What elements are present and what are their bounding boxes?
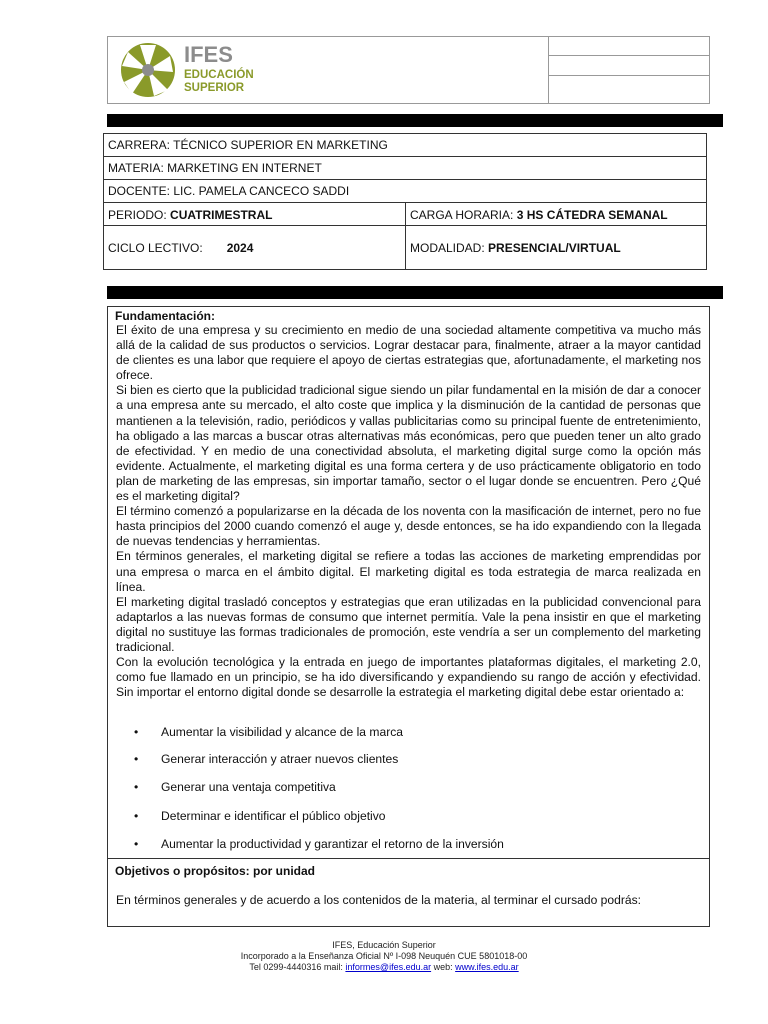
bullet-text: Aumentar la visibilidad y alcance de la marca [161,725,403,739]
carga-value: 3 HS CÁTEDRA SEMANAL [516,207,668,222]
bullet-item [134,752,398,766]
course-info-table [103,133,707,270]
bullet-text: Aumentar la productividad y garantizar el retorno de la inversión [161,837,504,851]
bullet-item [134,809,386,823]
footer-line2: Incorporado a la Enseñanza Oficial Nº I-098 Neuquén CUE 5801018-00 [240,951,528,961]
footer-web-label: web: [433,962,453,972]
carga-label: CARGA HORARIA: [410,207,514,222]
document-header [107,36,710,104]
bullet-icon: • [134,837,139,851]
paragraph: Con la evolución tecnológica y la entrada en juego de importantes plataformas digitales, el marketing 2.0, como fue llamado en un principio, se ha ido diversificando y expandiendo su rango de acción y efectividad. Sin importar el entorno digital donde se desarrolle la estrategia el marketing digital debe estar orientado a: [116,655,701,700]
logo-title: IFES [184,42,233,67]
logo-line1: EDUCACIÓN [184,69,254,81]
bullet-icon: • [134,809,139,823]
ifes-logo [118,40,258,100]
bullet-item [134,837,504,851]
ciclo-label: CICLO LECTIVO: [108,241,203,255]
objetivos-text: En términos generales y de acuerdo a los contenidos de la materia, al terminar el cursado podrás: [116,893,642,907]
modalidad-value: PRESENCIAL/VIRTUAL [488,241,621,255]
modalidad-cell [406,226,621,270]
bullet-text: Generar interacción y atraer nuevos clientes [161,752,399,766]
bullet-icon: • [134,752,139,766]
paragraph: El marketing digital trasladó conceptos y estrategias que eran utilizadas en la publicidad convencional para adaptarlos a las nuevas formas de consumo que internet permitía. Vale la pena insistir en que el marketing digital no sustituye las formas tradicionales de promoción, este vendría a ser un complemento del marketing tradicional. [116,594,701,654]
info-row-materia [104,156,706,179]
footer-tel: Tel 0299-4440316 mail: [249,962,343,972]
periodo-label: PERIODO: [108,207,167,222]
paragraph: En términos generales, el marketing digital se refiere a todas las acciones de marketing emprendidas por una empresa o marca en el ámbito digital. El marketing digital es toda estrategia de marca realizada en línea. [116,549,701,594]
bullet-item [134,780,336,794]
info-column-divider [405,202,406,269]
section-bar [107,114,723,127]
bullet-icon: • [134,780,139,794]
modalidad-label: MODALIDAD: [410,241,485,255]
carga-cell [406,203,668,226]
content-box [107,306,710,927]
objetivos-title: Objetivos o propósitos: por unidad [115,864,315,878]
page-footer [0,940,768,973]
fundamentacion-text [116,323,701,700]
section-bar [107,286,723,299]
carrera-text: CARRERA: TÉCNICO SUPERIOR EN MARKETING [108,138,388,152]
bullet-text: Generar una ventaja competitiva [161,780,336,794]
fundamentacion-title: Fundamentación: [115,309,216,323]
paragraph: Si bien es cierto que la publicidad tradicional sigue siendo un pilar fundamental en la misión de dar a conocer a una empresa ante su mercado, el alto coste que implica y la disminución de la cantidad de personas que mantienen a la televisión, radio, periódicos y vallas publicitarias como su principal fuente de entretenimiento, ha obligado a las marcas a buscar otras alternativas más económicas, pero que pueden tener un alto grado de efectividad. Y en medio de una conectividad absoluta, el marketing digital surge como la opción más evidente. Actualmente, el marketing digital es una forma certera y de uso prácticamente obligatorio en todo plan de marketing de las empresas, sin importar tamaño, sector o el lugar donde se encuentren. Pero ¿Qué es el marketing digital? [116,383,701,504]
paragraph: El éxito de una empresa y su crecimiento en medio de una sociedad altamente competitiva va mucho más allá de la calidad de sus productos o servicios. Lograr destacar para, finalmente, atraer a la mayor cantidad de clientes es una labor que requiere el apoyo de ciertas estrategias que, afortunadamente, el marketing nos ofrece. [116,323,701,383]
ifes-emblem-icon [118,40,258,100]
footer-contact [0,962,768,973]
info-row-docente [104,179,706,202]
ciclo-value: 2024 [226,241,254,255]
materia-text: MATERIA: MARKETING EN INTERNET [108,161,322,175]
bullet-text: Determinar e identificar el público objetivo [161,809,386,823]
periodo-cell [104,203,404,226]
section-divider [108,858,709,859]
header-row-line [548,75,709,76]
header-row-line [548,55,709,56]
ciclo-cell [104,226,404,270]
footer-line1: IFES, Educación Superior [332,940,436,950]
info-row-carrera [104,134,706,156]
periodo-value: CUATRIMESTRAL [170,207,273,222]
header-divider [548,37,549,103]
bullet-icon: • [134,725,139,739]
paragraph: El término comenzó a popularizarse en la década de los noventa con la masificación de internet, pero no fue hasta principios del 2000 cuando comenzó el auge y, desde entonces, se ha ido expandiendo con la llegada de nuevas tendencias y herramientas. [116,504,701,549]
bullet-item [134,725,403,739]
logo-line2: SUPERIOR [184,82,245,94]
footer-web-link[interactable]: www.ifes.edu.ar [455,962,519,972]
footer-email-link[interactable]: informes@ifes.edu.ar [345,962,432,972]
docente-text: DOCENTE: LIC. PAMELA CANCECO SADDI [108,184,350,198]
